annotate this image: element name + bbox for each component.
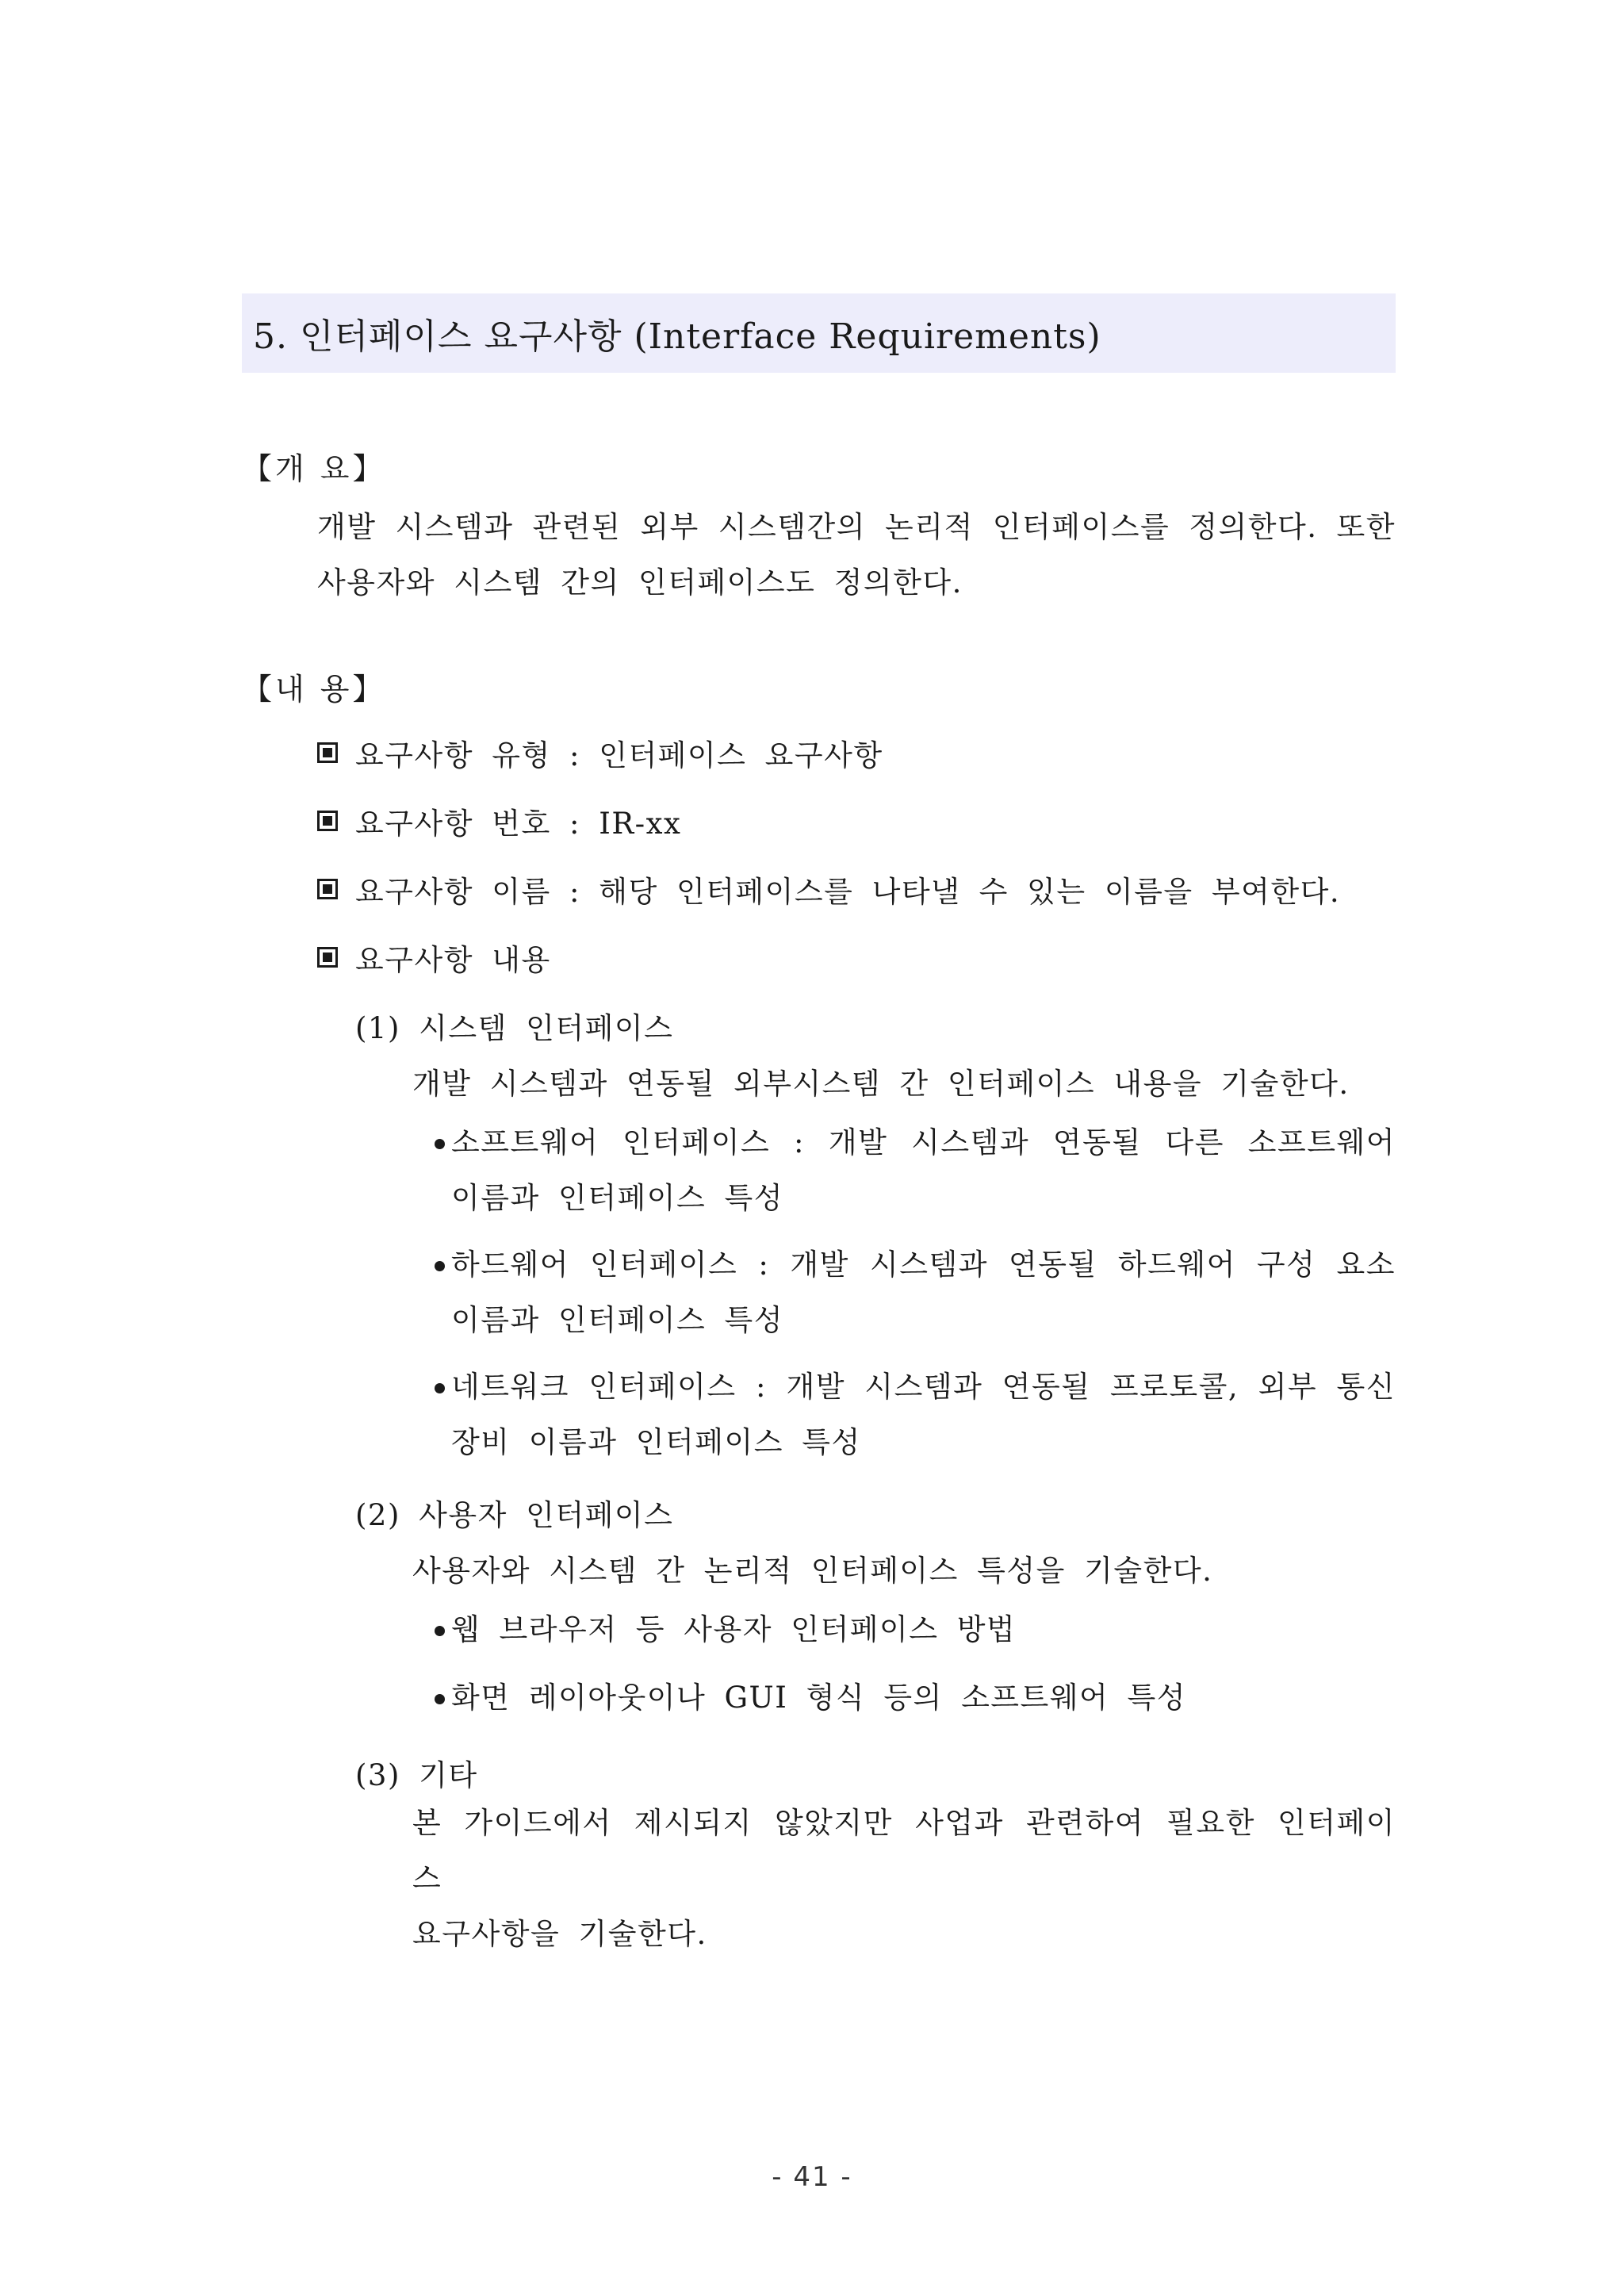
section-title [242, 293, 1396, 373]
square-bullet-icon [317, 811, 338, 831]
bullet-dot-icon [435, 1261, 445, 1271]
list-item [317, 731, 883, 774]
system-interface-desc: 개발 시스템과 연동될 외부시스템 간 인터페이스 내용을 기술한다. [412, 1067, 1350, 1101]
list-item [317, 936, 551, 979]
overview-line-2: 사용자와 시스템 간의 인터페이스도 정의한다. [317, 565, 963, 600]
other-paragraph [412, 1796, 1396, 1962]
list-item [435, 1359, 1396, 1470]
overview-line-1: 개발 시스템과 관련된 외부 시스템간의 논리적 인터페이스를 정의한다. 또한 [317, 510, 1396, 544]
bullet-web-browser: 웹 브라우저 등 사용자 인터페이스 방법 [451, 1612, 1017, 1646]
list-item [317, 868, 1340, 910]
bullet-hardware-line-2: 이름과 인터페이스 특성 [451, 1303, 783, 1337]
square-bullet-icon [317, 742, 338, 763]
item-requirement-type: 요구사항 유형 : 인터페이스 요구사항 [355, 738, 883, 772]
overview-paragraph [317, 500, 1396, 611]
item-requirement-number: 요구사항 번호 : IR-xx [355, 807, 682, 841]
bullet-software-line-1: 소프트웨어 인터페이스 : 개발 시스템과 연동될 다른 소프트웨어 [451, 1125, 1396, 1159]
overview-label: 【개 요】 [242, 451, 386, 486]
user-interface-desc: 사용자와 시스템 간 논리적 인터페이스 특성을 기술한다. [412, 1554, 1213, 1588]
bullet-dot-icon [435, 1694, 445, 1704]
bullet-dot-icon [435, 1626, 445, 1636]
list-item [317, 799, 681, 842]
content-label: 【내 용】 [242, 672, 386, 707]
list-item [435, 1670, 1396, 1726]
list-item [435, 1115, 1396, 1226]
other-line-2: 요구사항을 기술한다. [412, 1917, 707, 1951]
user-interface-heading: (2) 사용자 인터페이스 [355, 1498, 674, 1532]
system-interface-heading: (1) 시스템 인터페이스 [355, 1011, 674, 1045]
bullet-software-line-2: 이름과 인터페이스 특성 [451, 1181, 783, 1215]
list-item [435, 1602, 1396, 1658]
square-bullet-icon [317, 879, 338, 899]
bullet-dot-icon [435, 1139, 445, 1149]
item-requirement-name: 요구사항 이름 : 해당 인터페이스를 나타낼 수 있는 이름을 부여한다. [355, 875, 1341, 909]
item-requirement-content: 요구사항 내용 [355, 943, 551, 977]
bullet-dot-icon [435, 1383, 445, 1393]
bullet-screen-layout: 화면 레이아웃이나 GUI 형식 등의 소프트웨어 특성 [451, 1681, 1187, 1715]
other-line-1: 본 가이드에서 제시되지 않았지만 사업과 관련하여 필요한 인터페이스 [412, 1806, 1396, 1895]
page-number: - 41 - [772, 2161, 852, 2193]
section-title-text: 5. 인터페이스 요구사항 (Interface Requirements) [253, 316, 1101, 357]
square-bullet-icon [317, 947, 338, 968]
bullet-network-line-2: 장비 이름과 인터페이스 특성 [451, 1425, 861, 1459]
bullet-network-line-1: 네트워크 인터페이스 : 개발 시스템과 연동될 프로토콜, 외부 통신 [451, 1370, 1396, 1404]
bullet-hardware-line-1: 하드웨어 인터페이스 : 개발 시스템과 연동될 하드웨어 구성 요소 [451, 1248, 1396, 1282]
list-item [435, 1237, 1396, 1348]
other-heading: (3) 기타 [355, 1758, 478, 1792]
